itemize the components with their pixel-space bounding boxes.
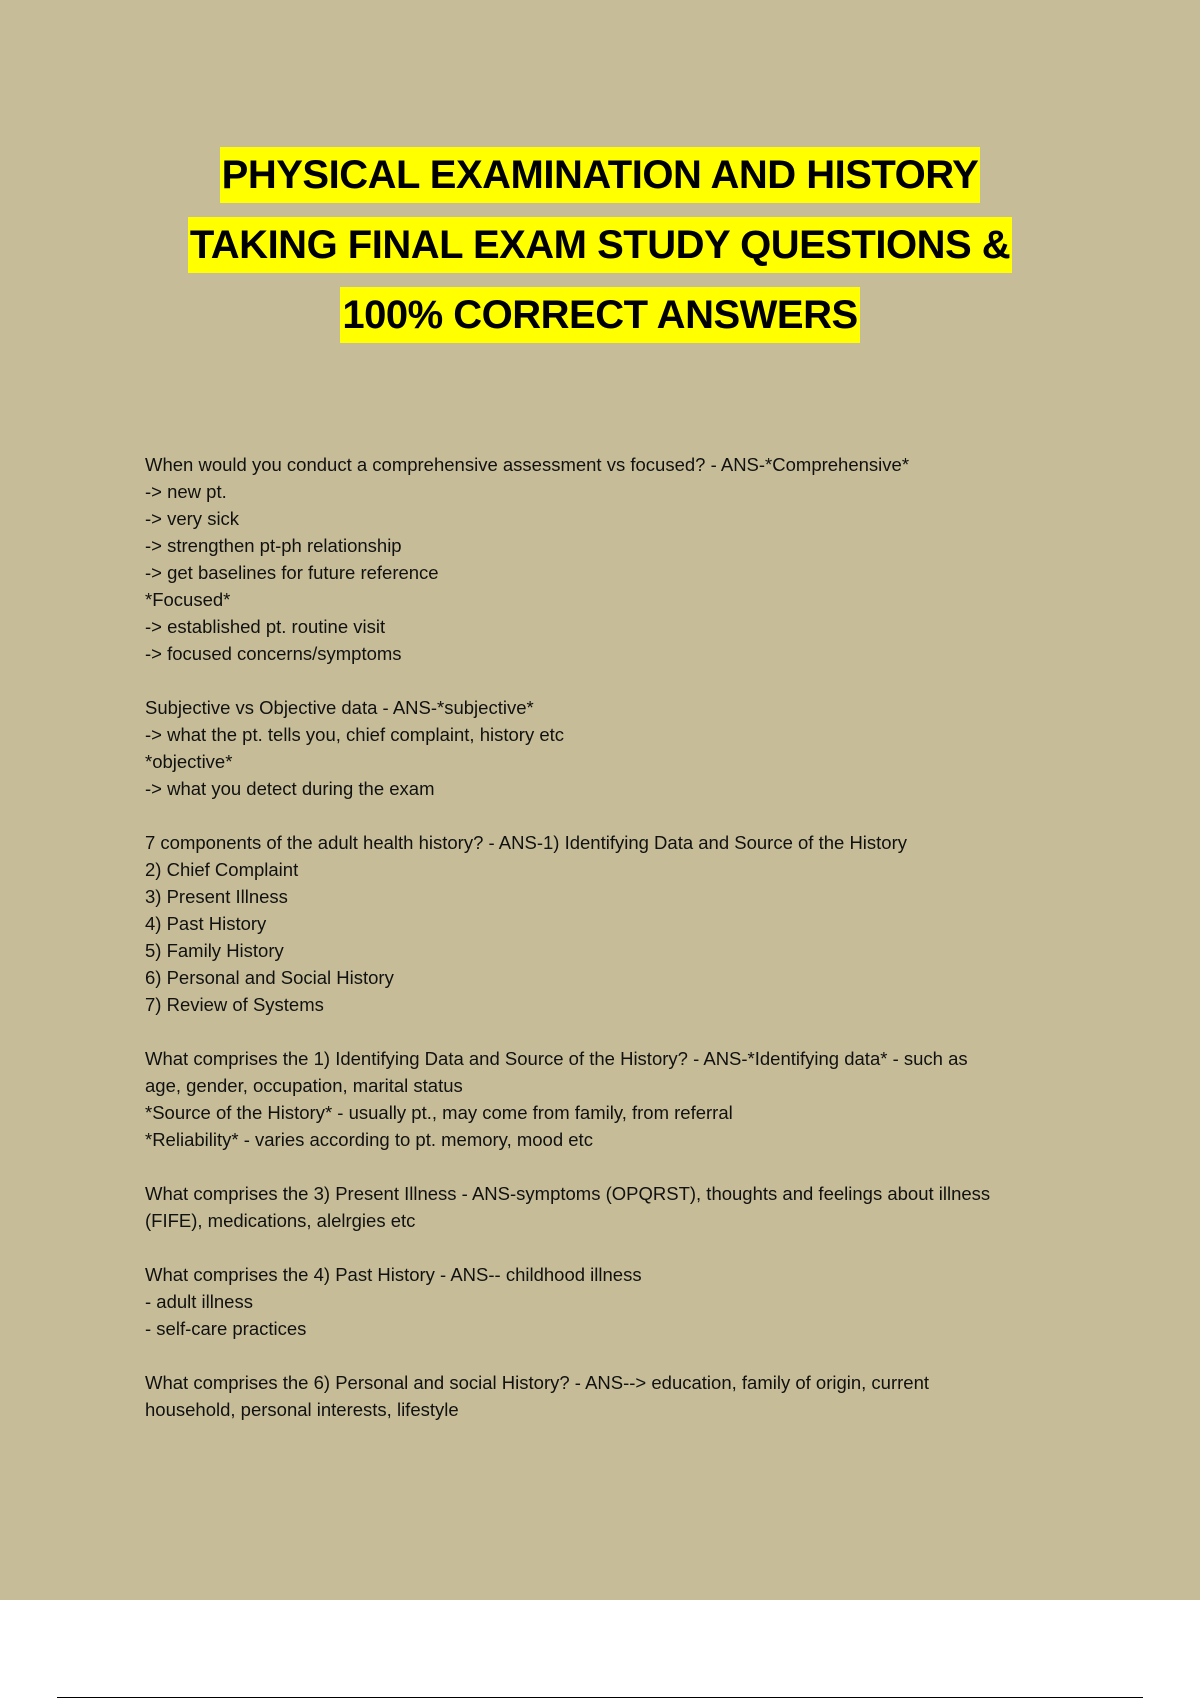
qa-line: What comprises the 1) Identifying Data and Source of the History? - ANS-*Identifying data* - such as	[145, 1048, 968, 1069]
qa-block-health-history-components	[145, 829, 1065, 1018]
qa-line: -> strengthen pt-ph relationship	[145, 535, 402, 556]
qa-block-identifying-data	[145, 1045, 1065, 1153]
title-line-2	[0, 217, 1200, 287]
qa-block-past-history	[145, 1261, 1065, 1342]
qa-line: 2) Chief Complaint	[145, 859, 299, 880]
qa-content	[145, 451, 1065, 1450]
qa-line: 3) Present Illness	[145, 886, 288, 907]
title-line-3	[0, 287, 1200, 357]
qa-line: Subjective vs Objective data - ANS-*subjective*	[145, 697, 534, 718]
qa-line: 5) Family History	[145, 940, 284, 961]
qa-line: What comprises the 3) Present Illness - ANS-symptoms (OPQRST), thoughts and feelings about illness	[145, 1183, 991, 1204]
qa-line: - adult illness	[145, 1291, 253, 1312]
qa-line: household, personal interests, lifestyle	[145, 1399, 459, 1420]
qa-line: age, gender, occupation, marital status	[145, 1075, 463, 1096]
qa-line: -> very sick	[145, 508, 240, 529]
qa-line: 7) Review of Systems	[145, 994, 324, 1015]
qa-line: *objective*	[145, 751, 233, 772]
document-title	[0, 147, 1200, 357]
qa-line: -> get baselines for future reference	[145, 562, 439, 583]
qa-line: - self-care practices	[145, 1318, 307, 1339]
title-line-3-text: 100% CORRECT ANSWERS	[340, 287, 859, 343]
qa-line: -> what you detect during the exam	[145, 778, 435, 799]
qa-line: When would you conduct a comprehensive assessment vs focused? - ANS-*Comprehensive*	[145, 454, 910, 475]
qa-line: *Focused*	[145, 589, 231, 610]
qa-line: What comprises the 4) Past History - ANS-- childhood illness	[145, 1264, 642, 1285]
qa-line: -> what the pt. tells you, chief complaint, history etc	[145, 724, 565, 745]
qa-line: What comprises the 6) Personal and social History? - ANS--> education, family of origin, current	[145, 1372, 930, 1393]
qa-block-subjective-objective	[145, 694, 1065, 802]
qa-line: *Reliability* - varies according to pt. memory, mood etc	[145, 1129, 593, 1150]
qa-line: 4) Past History	[145, 913, 267, 934]
qa-line: 6) Personal and Social History	[145, 967, 394, 988]
qa-line: (FIFE), medications, alelrgies etc	[145, 1210, 416, 1231]
title-line-1-text: PHYSICAL EXAMINATION AND HISTORY	[220, 147, 981, 203]
qa-line: -> new pt.	[145, 481, 227, 502]
title-line-2-text: TAKING FINAL EXAM STUDY QUESTIONS &	[188, 217, 1012, 273]
qa-line: 7 components of the adult health history? - ANS-1) Identifying Data and Source of the History	[145, 832, 908, 853]
qa-line: -> focused concerns/symptoms	[145, 643, 402, 664]
qa-block-present-illness	[145, 1180, 1065, 1234]
qa-block-assessment-type	[145, 451, 1065, 667]
qa-block-personal-social-history	[145, 1369, 1065, 1423]
title-line-1	[0, 147, 1200, 217]
footer-divider	[57, 1697, 1143, 1698]
qa-line: *Source of the History* - usually pt., may come from family, from referral	[145, 1102, 733, 1123]
qa-line: -> established pt. routine visit	[145, 616, 386, 637]
